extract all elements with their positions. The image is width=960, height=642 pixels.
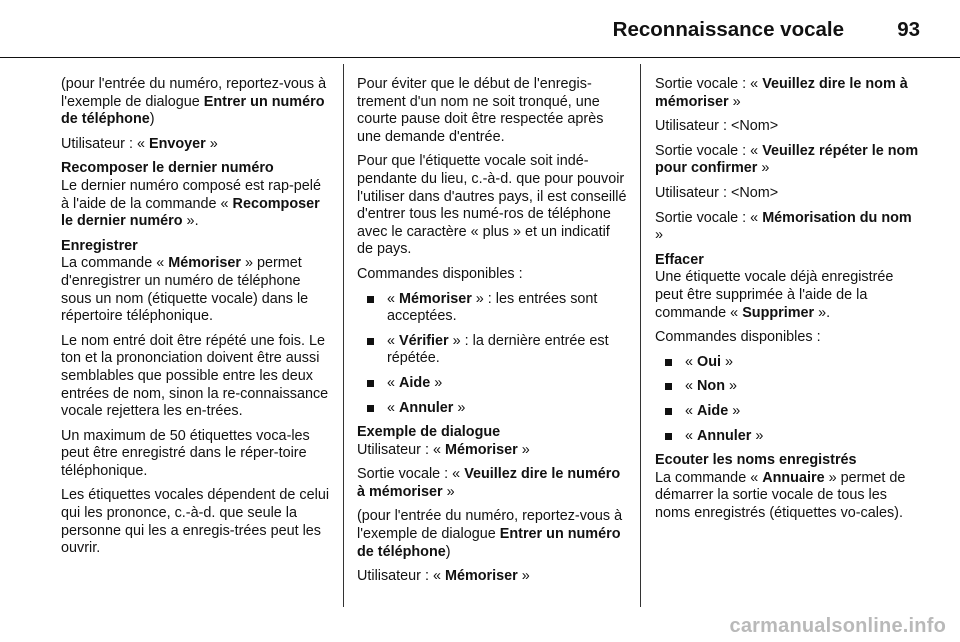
paragraph: Sortie vocale : « Veuillez dire le nom à mémoriser » [655, 76, 908, 110]
paragraph: Utilisateur : « Envoyer » [61, 135, 218, 152]
paragraph: Commandes disponibles : [655, 329, 821, 346]
list-item: « Vérifier » : la dernière entrée est répétée. [357, 333, 627, 368]
command-list [357, 291, 627, 418]
page-number: 93 [897, 18, 920, 41]
page-title: Reconnaissance vocale [612, 18, 844, 41]
column-3 [655, 76, 923, 529]
paragraph: La commande « Annuaire » permet de démarrer la sortie vocale de tous les noms enregistrés (étiquettes vo-cales). [655, 469, 906, 521]
paragraph: Le nom entré doit être répété une fois. Le ton et la prononciation doivent être aussi semblables que possible entre les deux entrées de nom, sinon la re-connaissance vocale rejettera les en-trées. [61, 332, 329, 420]
paragraph: Sortie vocale : « Mémorisation du nom » [655, 209, 912, 244]
list-item: « Aide » [655, 403, 923, 421]
command-list [655, 354, 923, 445]
paragraph: Utilisateur : « Mémoriser » [357, 441, 530, 458]
list-item: « Non » [655, 378, 923, 396]
paragraph: Utilisateur : <Nom> [655, 118, 779, 135]
paragraph: Une étiquette vocale déjà enregistrée peut être supprimée à l'aide de la commande « Supprimer ». [655, 269, 894, 321]
section-heading: Effacer [655, 251, 704, 268]
column-2 [357, 76, 627, 593]
paragraph: (pour l'entrée du numéro, reportez-vous à l'exemple de dialogue Entrer un numéro de téléphone) [357, 508, 623, 560]
section-heading: Enregistrer [61, 237, 138, 254]
list-item: « Oui » [655, 354, 923, 372]
paragraph: Pour que l'étiquette vocale soit indé-pendante du lieu, c.-à-d. que pour pouvoir l'utiliser dans d'autres pays, il est conseillé d'entrer tous les numé-ros de téléphone avec le caractère « plus » et un indicatif de pays. [357, 153, 627, 258]
section-heading: Exemple de dialogue [357, 424, 501, 441]
section-heading: Recomposer le dernier numéro [61, 160, 274, 177]
section-heading: Ecouter les noms enregistrés [655, 452, 857, 469]
column-divider-1 [343, 64, 344, 607]
paragraph: Utilisateur : « Mémoriser » [357, 568, 530, 585]
paragraph: Un maximum de 50 étiquettes voca-les peut être enregistré dans le réper-toire téléphonique. [61, 427, 310, 479]
column-1 [61, 76, 331, 565]
list-item: « Mémoriser » : les entrées sont acceptées. [357, 291, 627, 326]
header-divider [0, 57, 960, 58]
paragraph: Le dernier numéro composé est rap-pelé à l'aide de la commande « Recomposer le dernier numéro ». [61, 177, 321, 230]
paragraph: Utilisateur : <Nom> [655, 184, 779, 201]
list-item: « Annuler » [357, 400, 627, 418]
paragraph: Commandes disponibles : [357, 265, 523, 282]
list-item: « Aide » [357, 375, 627, 393]
watermark: carmanualsonline.info [729, 615, 946, 637]
list-item: « Annuler » [655, 428, 923, 446]
column-divider-2 [640, 64, 641, 607]
paragraph: Pour éviter que le début de l'enregis-trement d'un nom ne soit tronqué, une courte pause doit être respectée après une demande d'entrée. [357, 76, 604, 145]
paragraph: Les étiquettes vocales dépendent de celui qui les prononce, c.-à-d. que seule la personne qui les a enregis-trées peut les ouvrir. [61, 487, 330, 557]
paragraph: Sortie vocale : « Veuillez répéter le nom pour confirmer » [655, 142, 919, 177]
paragraph: La commande « Mémoriser » permet d'enregistrer un numéro de téléphone sous un nom (étiquette vocale) dans le répertoire téléphonique. [61, 255, 309, 325]
paragraph: (pour l'entrée du numéro, reportez-vous à l'exemple de dialogue Entrer un numéro de téléphone) [61, 76, 327, 128]
paragraph: Sortie vocale : « Veuillez dire le numéro à mémoriser » [357, 466, 621, 500]
